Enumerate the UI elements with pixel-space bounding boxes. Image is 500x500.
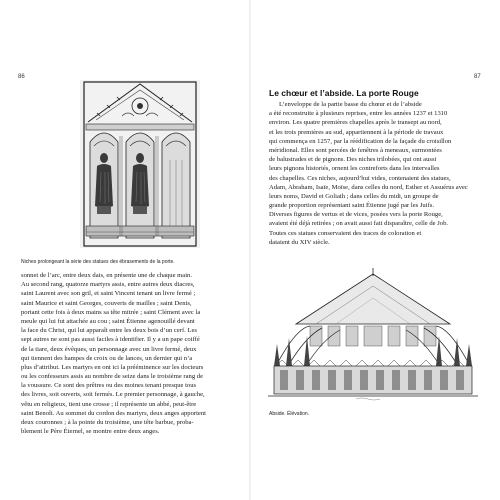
- text-line: portant cette fois à deux mains sa tête mitrée ; saint Clément avec la: [21, 308, 201, 316]
- apse-elevation-drawing: [266, 266, 480, 402]
- left-page-text: [21, 271, 227, 436]
- text-line: et les trois premières au sud, appartiennent à la période de travaux: [269, 128, 444, 136]
- text-line: blement le Père Éternel, se montre entre deux anges.: [21, 428, 160, 436]
- text-line: sonnet de l’arc, entre deux dais, en présente une de chaque main.: [21, 272, 192, 279]
- niches-engraving: [80, 80, 200, 248]
- text-line: de balustrades et de pignons. Des niches trilobées, qui ont aussi: [269, 156, 437, 164]
- right-page-text: [269, 100, 478, 247]
- text-line: deux couronnes ; à la pointe du troisième, une tête barbue, proba-: [21, 419, 194, 426]
- text-line: vêtu en religieux, tient une crosse ; il représente un abbé, peut-être: [21, 400, 197, 408]
- text-line: grande proportion représentant saint Étienne jugé par les Juifs.: [269, 202, 434, 210]
- text-line: saint Laurent avec son gril, et saint Vincent tenant un livre fermé ;: [21, 290, 196, 298]
- text-line: leurs pignons historiés, ornent les contreforts dans les intervalles: [269, 165, 440, 173]
- page-gutter: [249, 0, 251, 500]
- text-line: des livres, soit ouverts, soit fermés. Le premier personnage, à gauche,: [21, 391, 205, 399]
- text-line: qui tiennent des hampes de croix ou de lances, un dernier qui n’a: [21, 354, 193, 362]
- text-line: saint Benoît. Au sommet du cordon des martyrs, deux anges apportent: [21, 409, 206, 417]
- right-figure-caption: Abside. Élévation.: [269, 411, 310, 417]
- left-figure-caption: Niches prolongeant la série des statues des ébrasements de la porte.: [21, 259, 175, 265]
- text-line: Toutes ces statues conservaient des traces de coloration et: [269, 229, 422, 237]
- text-line: de la tiare, deux évêques, un personnage avec un livre fermé, deux: [21, 345, 197, 353]
- text-line: saint Maurice et saint Georges, couverts de mailles ; saint Denis,: [21, 299, 192, 307]
- text-line: Au second rang, quatorze martyrs assis, entre autres deux diacres,: [21, 281, 195, 289]
- text-line: qui commença en 1257, par la réédification de la façade du croisillon: [269, 137, 452, 145]
- text-line: a été reconstruite à plusieurs reprises, entre les années 1237 et 1310: [269, 110, 448, 118]
- text-line: sept autres ne sont pas aussi faciles à identifier. Il y a un pape coiffé: [21, 336, 200, 344]
- text-line: leurs noms, David et Goliath ; dans celles du midi, un groupe de: [269, 192, 439, 200]
- section-heading: Le chœur et l’abside. La porte Rouge: [269, 88, 419, 98]
- page-number-right: 87: [474, 74, 481, 80]
- text-line: environ. Les quatre premières chapelles après le transept au nord,: [269, 119, 442, 127]
- text-line: méridional. Elles sont percées de fenêtres à meneaux, surmontées: [269, 146, 442, 154]
- text-line: plus d’attribut. Les martyrs en ont ici la prééminence sur les docteurs: [21, 363, 204, 371]
- text-line: dataient du XIV siècle.: [269, 238, 330, 246]
- text-line: la face du Christ, qui lui apparaît entre les deux bois d’un cerf. Les: [21, 327, 197, 335]
- page-number-left: 86: [18, 74, 25, 80]
- text-line: Diverses figures de vertus et de vices, posées vers la porte Rouge,: [269, 211, 443, 219]
- text-line: la voussure. Ce sont des prêtres ou des moines tenant presque tous: [21, 382, 197, 390]
- text-line: des chapelles. Ces niches, aujourd’hui vides, contenaient des statues,: [269, 174, 451, 182]
- text-line: avaient été déjà retirées ; on avait aussi fait disparaître, celle de Job.: [269, 220, 449, 228]
- text-line: L’enveloppe de la partie basse du chœur et de l’abside: [279, 101, 422, 108]
- text-line: ou les confesseurs assis au nombre de seize dans le troisième rang de: [21, 373, 204, 381]
- text-line: meule qui lui fut attachée au cou ; saint Étienne agenouillé devant: [21, 317, 195, 325]
- text-line: Adam, Abraham, Isaïe, Moïse, dans celles du nord, Esther et Assuérus avec: [269, 183, 468, 191]
